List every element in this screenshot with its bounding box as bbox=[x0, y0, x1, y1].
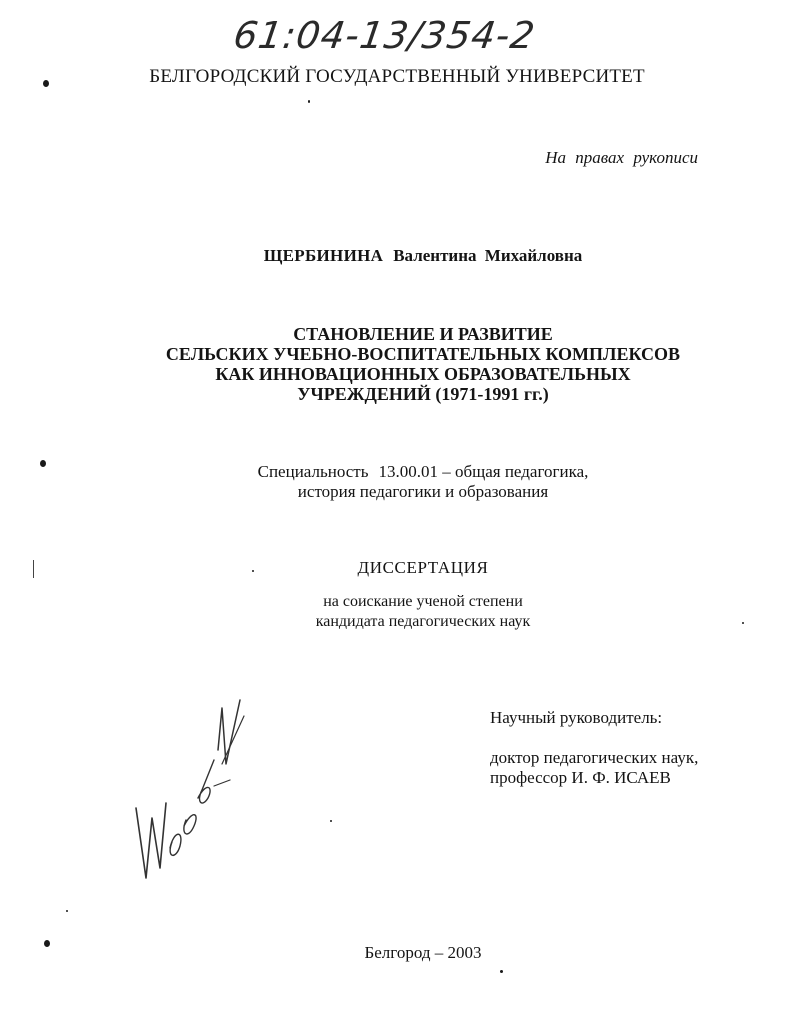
title-line: КАК ИННОВАЦИОННЫХ ОБРАЗОВАТЕЛЬНЫХ bbox=[215, 364, 631, 384]
supervisor-degree: доктор педагогических наук, bbox=[490, 748, 699, 767]
title-line: СТАНОВЛЕНИЕ И РАЗВИТИЕ bbox=[293, 324, 553, 344]
title-line: СЕЛЬСКИХ УЧЕБНО-ВОСПИТАТЕЛЬНЫХ КОМПЛЕКСОВ bbox=[165, 344, 681, 364]
title-line: УЧРЕЖДЕНИЙ (1971-1991 гг.) bbox=[297, 384, 549, 404]
scan-edge-mark bbox=[33, 560, 34, 578]
degree-line: на соискание ученой степени bbox=[323, 593, 523, 610]
scan-speck bbox=[742, 622, 744, 624]
supervisor-details bbox=[490, 748, 698, 788]
degree-line: кандидата педагогических наук bbox=[315, 613, 531, 630]
scan-speck bbox=[43, 80, 49, 87]
specialty-continuation: история педагогики и образования bbox=[297, 482, 549, 501]
scan-speck bbox=[252, 570, 254, 572]
rights-note: На правах рукописи bbox=[545, 148, 698, 167]
supervisor-name: профессор И. Ф. ИСАЕВ bbox=[490, 768, 671, 787]
university-name: БЕЛГОРОДСКИЙ ГОСУДАРСТВЕННЫЙ УНИВЕРСИТЕТ bbox=[149, 66, 645, 87]
city-year: Белгород – 2003 bbox=[364, 943, 482, 962]
author-given-names: Валентина Михайловна bbox=[393, 246, 583, 265]
scan-speck bbox=[500, 970, 503, 973]
scan-speck bbox=[330, 820, 332, 822]
handwritten-signature bbox=[118, 698, 268, 888]
supervisor-label: Научный руководитель: bbox=[490, 708, 663, 727]
specialty-label: Специальность bbox=[257, 462, 369, 481]
catalog-stamp: 61:04-13/354-2 bbox=[230, 14, 539, 57]
scan-speck bbox=[66, 910, 68, 912]
specialty-block bbox=[0, 462, 794, 502]
dissertation-title bbox=[0, 324, 794, 404]
specialty-first-line bbox=[0, 462, 794, 482]
author-name bbox=[0, 246, 794, 266]
degree-sought bbox=[0, 592, 794, 632]
author-surname: ЩЕРБИНИНА bbox=[263, 246, 384, 265]
specialty-code: 13.00.01 – общая педагогика, bbox=[378, 462, 589, 481]
scan-speck bbox=[40, 460, 46, 467]
document-type: ДИССЕРТАЦИЯ bbox=[357, 558, 489, 577]
scan-speck bbox=[308, 100, 310, 103]
